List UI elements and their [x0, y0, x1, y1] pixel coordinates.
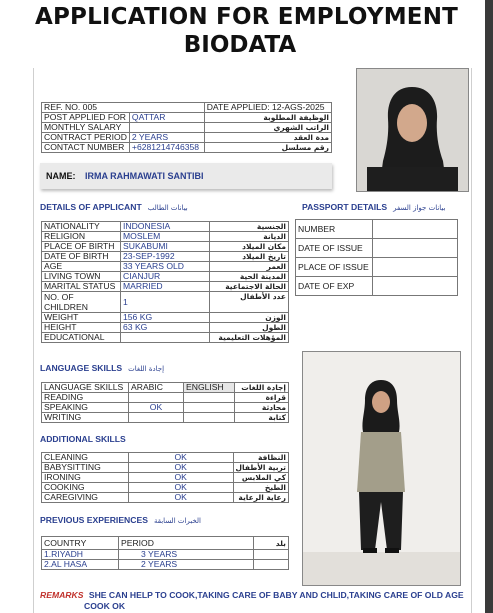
date-applied: DATE APPLIED: 12-AGS-2025: [204, 103, 331, 113]
detail-value: 33 YEARS OLD: [121, 262, 210, 272]
title-line1: APPLICATION FOR EMPLOYMENT: [34, 4, 459, 30]
exp-extra: [254, 560, 289, 570]
portrait-photo: [356, 68, 469, 192]
table-row: [42, 272, 289, 282]
experience-title-en: PREVIOUS EXPERIENCES: [40, 515, 148, 525]
exp-country: 1.RIYADH: [42, 550, 119, 560]
lang-header: LANGUAGE SKILLS: [42, 383, 129, 393]
detail-label: NO. OF CHILDREN: [42, 292, 121, 313]
skill-label: CAREGIVING: [42, 493, 129, 503]
lang-header: ARABIC: [129, 383, 184, 393]
header-table: [41, 102, 332, 153]
experience-title: [40, 515, 201, 525]
exp-country: 2.AL HASA: [42, 560, 119, 570]
lang-header: إجادة اللغات: [235, 383, 289, 393]
lang-english: [184, 403, 235, 413]
table-row: [42, 292, 289, 313]
detail-arabic: عدد الأطفال: [210, 292, 289, 313]
skill-value: OK: [128, 483, 233, 493]
detail-arabic: الحالة الاجتماعية: [210, 282, 289, 292]
ar-post: الوظيفة المطلوبة: [204, 113, 331, 123]
detail-label: PLACE OF BIRTH: [42, 242, 121, 252]
skill-label: CLEANING: [42, 453, 129, 463]
lang-arabic: OK: [129, 403, 184, 413]
details-table: [41, 221, 289, 343]
remarks-line2: COOK OK: [84, 601, 126, 611]
table-row: [42, 333, 289, 343]
lang-arabic: [129, 393, 184, 403]
exp-extra: [254, 550, 289, 560]
table-row: [42, 463, 289, 473]
portrait-illustration: [357, 69, 468, 191]
table-row: [296, 258, 458, 277]
detail-value: MARRIED: [121, 282, 210, 292]
passport-value: [373, 277, 458, 296]
details-title-en: DETAILS OF APPLICANT: [40, 202, 142, 212]
skill-label: IRONING: [42, 473, 129, 483]
exp-period: 3 YEARS: [119, 550, 254, 560]
detail-arabic: الجنسية: [210, 222, 289, 232]
value-contract: 2 YEARS: [129, 133, 204, 143]
table-row: [42, 323, 289, 333]
detail-label: DATE OF BIRTH: [42, 252, 121, 262]
experience-title-ar: الخبرات السابقة: [153, 517, 201, 525]
detail-value: SUKABUMI: [121, 242, 210, 252]
passport-label: PLACE OF ISSUE: [296, 258, 373, 277]
table-row: [296, 220, 458, 239]
detail-value: 1: [121, 292, 210, 313]
label-contact: CONTACT NUMBER: [42, 143, 130, 153]
detail-value: 63 KG: [121, 323, 210, 333]
skill-ar: النظافة: [233, 453, 288, 463]
skill-label: BABYSITTING: [42, 463, 129, 473]
ar-salary: الراتب الشهري: [204, 123, 331, 133]
table-row: [42, 232, 289, 242]
full-body-illustration: [303, 352, 460, 585]
passport-label: NUMBER: [296, 220, 373, 239]
additional-title: ADDITIONAL SKILLS: [40, 434, 126, 444]
detail-arabic: المدينة الحية: [210, 272, 289, 282]
passport-value: [373, 239, 458, 258]
label-post: POST APPLIED FOR: [42, 113, 130, 123]
passport-label: DATE OF ISSUE: [296, 239, 373, 258]
table-row: [42, 242, 289, 252]
detail-value: INDONESIA: [121, 222, 210, 232]
lang-label: SPEAKING: [42, 403, 129, 413]
ar-contract: مدة العقد: [204, 133, 331, 143]
table-row: [296, 277, 458, 296]
passport-title-en: PASSPORT DETAILS: [302, 202, 388, 212]
passport-label: DATE OF EXP: [296, 277, 373, 296]
lang-label: WRITING: [42, 413, 129, 423]
lang-english: [184, 393, 235, 403]
detail-value: [121, 333, 210, 343]
table-row: [42, 252, 289, 262]
passport-table: [295, 219, 458, 296]
detail-label: LIVING TOWN: [42, 272, 121, 282]
lang-english: [184, 413, 235, 423]
detail-label: RELIGION: [42, 232, 121, 242]
exp-header: PERIOD: [119, 537, 254, 550]
skill-ar: الطبخ: [233, 483, 288, 493]
table-row: [42, 473, 289, 483]
skill-value: OK: [128, 463, 233, 473]
lang-ar: كتابة: [235, 413, 289, 423]
passport-value: [373, 258, 458, 277]
detail-value: 23-SEP-1992: [121, 252, 210, 262]
exp-header: بلد: [254, 537, 289, 550]
table-row: [42, 262, 289, 272]
lang-arabic: [129, 413, 184, 423]
name-box: [40, 163, 332, 189]
skill-value: OK: [128, 453, 233, 463]
table-row: [42, 550, 289, 560]
detail-arabic: العمر: [210, 262, 289, 272]
lang-ar: محادثة: [235, 403, 289, 413]
full-body-photo: [302, 351, 461, 586]
lang-label: READING: [42, 393, 129, 403]
details-title: [40, 202, 188, 212]
skill-ar: كي الملابس: [233, 473, 288, 483]
detail-arabic: الديانة: [210, 232, 289, 242]
language-title-en: LANGUAGE SKILLS: [40, 363, 123, 373]
ar-contact: رقم مسلسل: [204, 143, 331, 153]
passport-title-ar: بيانات جواز السفر: [393, 204, 446, 212]
ref-no: REF. NO. 005: [42, 103, 205, 113]
table-row: [42, 383, 289, 393]
lang-ar: قراءة: [235, 393, 289, 403]
detail-label: NATIONALITY: [42, 222, 121, 232]
language-title-ar: إجادة اللغات: [128, 365, 165, 373]
detail-value: CIANJUR: [121, 272, 210, 282]
detail-label: AGE: [42, 262, 121, 272]
table-row: [42, 403, 289, 413]
detail-label: MARITAL STATUS: [42, 282, 121, 292]
skill-ar: تربية الأطفال: [233, 463, 288, 473]
language-table: [41, 382, 289, 423]
table-row: [42, 222, 289, 232]
detail-label: EDUCATIONAL: [42, 333, 121, 343]
exp-header: COUNTRY: [42, 537, 119, 550]
table-row: [42, 453, 289, 463]
label-salary: MONTHLY SALARY: [42, 123, 130, 133]
skill-value: OK: [128, 473, 233, 483]
skill-label: COOKING: [42, 483, 129, 493]
detail-arabic: الوزن: [210, 313, 289, 323]
detail-arabic: تاريخ الميلاد: [210, 252, 289, 262]
table-row: [42, 493, 289, 503]
exp-period: 2 YEARS: [119, 560, 254, 570]
title-line2: BIODATA: [183, 32, 297, 58]
table-row: [42, 413, 289, 423]
value-post: QATTAR: [129, 113, 204, 123]
language-title: [40, 363, 164, 373]
table-row: [42, 313, 289, 323]
detail-label: WEIGHT: [42, 313, 121, 323]
remarks: [40, 590, 464, 600]
name-value: IRMA RAHMAWATI SANTIBI: [85, 171, 204, 181]
label-contract: CONTRACT PERIOD: [42, 133, 130, 143]
value-salary: [129, 123, 204, 133]
detail-label: HEIGHT: [42, 323, 121, 333]
skills-table: [41, 452, 289, 503]
passport-title: [302, 202, 445, 212]
detail-arabic: مكان الميلاد: [210, 242, 289, 252]
detail-arabic: الطول: [210, 323, 289, 333]
passport-value: [373, 220, 458, 239]
table-row: [42, 537, 289, 550]
detail-value: MOSLEM: [121, 232, 210, 242]
experience-table: [41, 536, 289, 570]
lang-header: ENGLISH: [184, 383, 235, 393]
remarks-line1: SHE CAN HELP TO COOK,TAKING CARE OF BABY AND CHLID,TAKING CARE OF OLD AGE: [88, 590, 464, 600]
name-label: NAME:: [46, 171, 76, 181]
detail-arabic: المؤهلات التعليمية: [210, 333, 289, 343]
table-row: [42, 483, 289, 493]
remarks-label: REMARKS: [40, 590, 84, 600]
table-row: [42, 393, 289, 403]
value-contact: +6281214746358: [129, 143, 204, 153]
details-title-ar: بيانات الطالب: [147, 204, 188, 212]
detail-value: 156 KG: [121, 313, 210, 323]
skill-ar: رعاية الرعاية: [233, 493, 288, 503]
table-row: [42, 560, 289, 570]
table-row: [42, 282, 289, 292]
table-row: [296, 239, 458, 258]
skill-value: OK: [128, 493, 233, 503]
